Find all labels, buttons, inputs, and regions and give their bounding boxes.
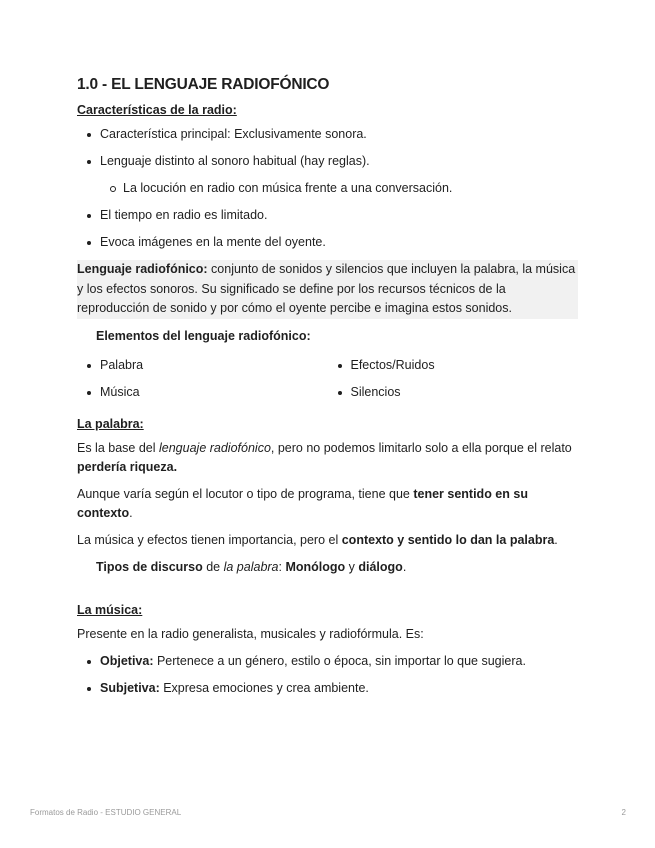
palabra-paragraph-1 [77, 439, 578, 477]
footer-title: Formatos de Radio - ESTUDIO GENERAL [30, 808, 182, 817]
list-item-text: Lenguaje distinto al sonoro habitual (hay reglas). [100, 154, 370, 168]
elementos-heading: Elementos del lenguaje radiofónico: [96, 328, 311, 343]
page-number: 2 [621, 808, 626, 817]
text-run: : [278, 559, 286, 574]
emphasis-text: lenguaje radiofónico [159, 440, 271, 455]
list-item: Efectos/Ruidos [328, 356, 579, 375]
palabra-paragraph-3 [77, 531, 578, 550]
strong-text: Tipos de discurso [96, 559, 203, 574]
text-run: Es la base del [77, 440, 159, 455]
text-run: La música y efectos tienen importancia, pero el [77, 532, 342, 547]
text-run: y [345, 559, 359, 574]
page-title: 1.0 - EL LENGUAJE RADIOFÓNICO [77, 76, 330, 93]
elementos-columns [77, 356, 578, 410]
section-heading-palabra: La palabra: [77, 416, 144, 431]
list-item: Silencios [328, 383, 579, 402]
list-item: Música [77, 383, 328, 402]
strong-text: Monólogo [285, 559, 346, 574]
list-item [77, 679, 578, 698]
musica-list [77, 652, 578, 698]
document-page [77, 76, 578, 706]
list-item [77, 152, 578, 198]
list-item: Palabra [77, 356, 328, 375]
list-item [77, 652, 578, 671]
section-heading-musica: La música: [77, 602, 143, 617]
tipos-discurso [96, 558, 578, 577]
callout-term: Lenguaje radiofónico: [77, 262, 208, 276]
strong-text: Subjetiva: [100, 680, 160, 695]
musica-intro: Presente en la radio generalista, musicales y radiofórmula. Es: [77, 626, 424, 641]
text-run: , pero no podemos limitarlo solo a ella porque el relato [270, 440, 572, 455]
text-run: Pertenece a un género, estilo o época, sin importar lo que sugiera. [153, 653, 526, 668]
text-run: . [554, 532, 558, 547]
emphasis-text: la palabra [223, 559, 279, 574]
sub-list [100, 179, 578, 198]
text-run: de [202, 559, 224, 574]
elementos-list-left [77, 356, 328, 410]
spacer [77, 585, 578, 603]
definition-callout [77, 260, 578, 319]
list-item: Característica principal: Exclusivamente sonora. [77, 125, 578, 144]
strong-text: Objetiva: [100, 653, 154, 668]
strong-text: diálogo [358, 559, 403, 574]
palabra-paragraph-2 [77, 485, 578, 523]
text-run: . [129, 505, 133, 520]
caracteristicas-list [77, 125, 578, 252]
sub-list-item: La locución en radio con música frente a una conversación. [100, 179, 578, 198]
strong-text: tener sentido en su contexto [77, 486, 528, 520]
section-heading-caracteristicas: Características de la radio: [77, 103, 237, 117]
elementos-list-right [328, 356, 579, 410]
text-run: . [402, 559, 407, 574]
strong-text: perdería riqueza. [77, 459, 178, 474]
strong-text: contexto y sentido lo dan la palabra [341, 532, 555, 547]
list-item: El tiempo en radio es limitado. [77, 206, 578, 225]
text-run: Aunque varía según el locutor o tipo de programa, tiene que [77, 486, 414, 501]
list-item: Evoca imágenes en la mente del oyente. [77, 233, 578, 252]
callout-text: conjunto de sonidos y silencios que incluyen la palabra, la música y los efectos sonoros. Su significado se define por los recursos técnicos de la reproducción de sonido y por cómo el oyente percibe e imagina estos sonidos. [77, 262, 576, 315]
text-run: Expresa emociones y crea ambiente. [159, 680, 369, 695]
